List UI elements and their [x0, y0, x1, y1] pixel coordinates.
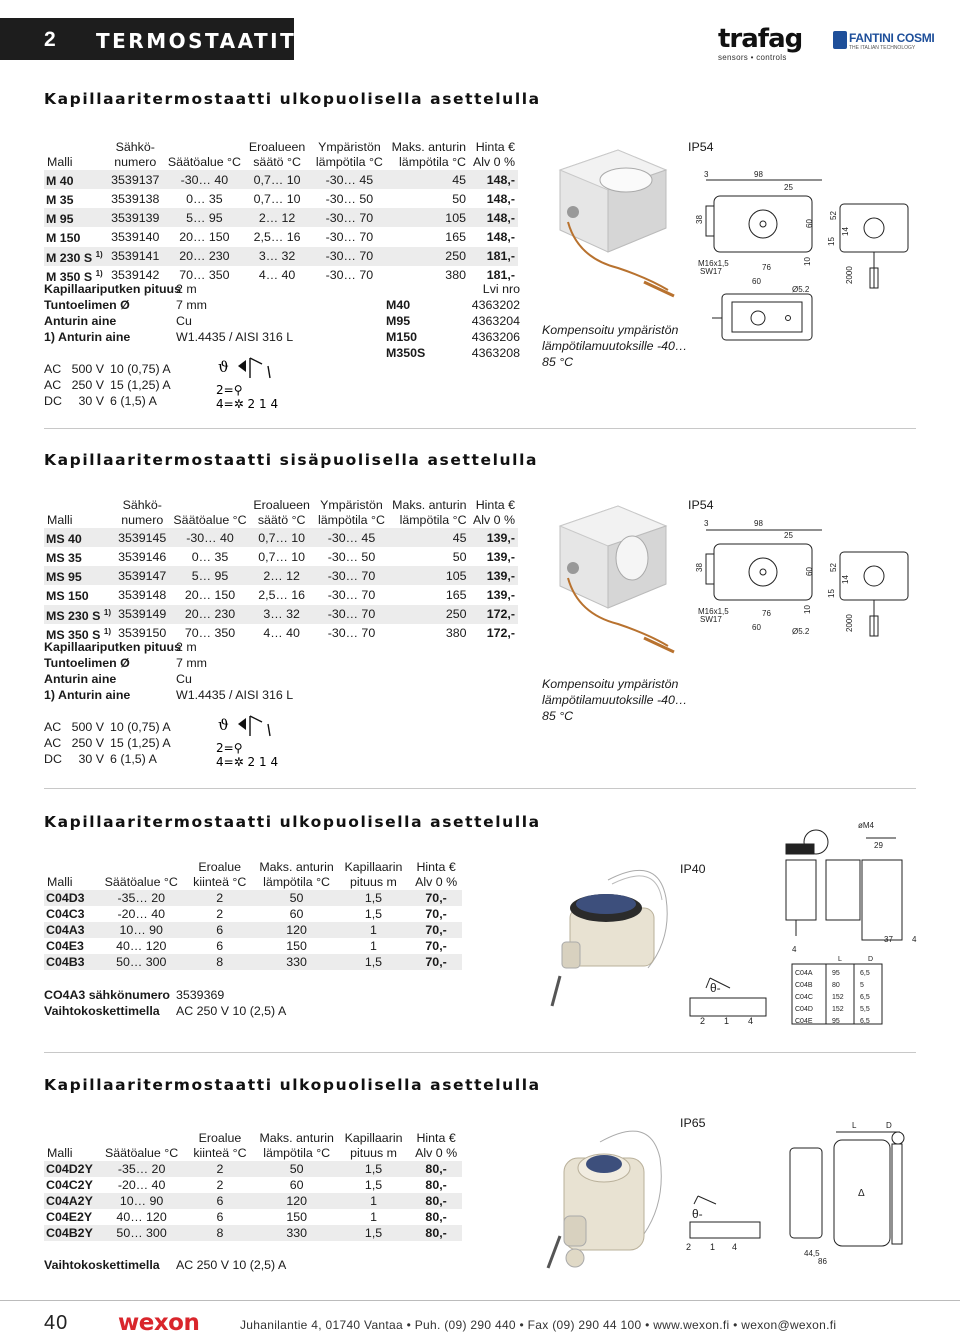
table-row: MS 40 3539145 -30… 40 0,7… 10 -30… 45 45 139,- — [44, 528, 518, 547]
table-row: C04A2Y 10… 90 6 120 1 80,- — [44, 1193, 462, 1209]
table-row: C04E2Y 40… 120 6 150 1 80,- — [46, 1210, 447, 1224]
svg-text:L: L — [852, 1121, 857, 1130]
svg-text:θ-: θ- — [692, 1207, 703, 1221]
spec-row: Vaihtokoskettimella AC 250 V 10 (2,5) A — [44, 1258, 287, 1272]
electrical-row: AC 500 V 10 (0,75) A — [44, 720, 171, 734]
lvi-table — [384, 281, 522, 361]
svg-text:øM4: øM4 — [858, 821, 874, 830]
table-row: C04B2Y 50… 300 8 330 1,5 80,- — [44, 1225, 462, 1241]
table-row: C04B3 50… 300 8 330 1,5 70,- — [44, 954, 462, 970]
svg-text:6,5: 6,5 — [860, 1018, 870, 1025]
svg-text:86: 86 — [818, 1257, 827, 1266]
trafag-logo-tagline: sensors • controls — [718, 53, 787, 62]
svg-text:SW17: SW17 — [700, 267, 722, 276]
svg-text:C04B: C04B — [795, 982, 813, 989]
svg-text:4: 4 — [792, 945, 797, 954]
svg-text:3: 3 — [704, 519, 709, 528]
svg-text:60: 60 — [752, 277, 761, 286]
section-title-4: Kapillaaritermostaatti ulkopuolisella asettelulla — [44, 1076, 541, 1094]
svg-text:2: 2 — [700, 1016, 706, 1026]
table-header-row: Malli Säätöalue °C kiinteä °C lämpötila °C pituus m Alv 0 % — [47, 875, 458, 889]
product-table-4 — [44, 1131, 462, 1241]
svg-text:95: 95 — [832, 970, 840, 977]
spec-block-1 — [44, 281, 293, 345]
svg-text:60: 60 — [805, 567, 814, 576]
svg-text:4=✲ 2 1 4: 4=✲ 2 1 4 — [216, 755, 279, 769]
svg-text:2000: 2000 — [845, 266, 854, 284]
svg-text:C04C: C04C — [795, 994, 813, 1001]
spec-row: 1) Anturin aine W1.4435 / AISI 316 L — [44, 330, 294, 344]
svg-text:2000: 2000 — [845, 614, 854, 632]
svg-text:37: 37 — [884, 935, 893, 944]
table-header-row: Eroalue Maks. anturin Kapillaarin Hinta € — [198, 860, 456, 874]
lvi-row: M95 4363204 — [386, 314, 520, 328]
lvi-row: M150 4363206 — [386, 330, 520, 344]
product-photo-2 — [548, 496, 678, 656]
chapter-number: 2 — [44, 28, 56, 51]
table-header-row: Eroalue Maks. anturin Kapillaarin Hinta € — [198, 1131, 456, 1145]
section-divider — [44, 1052, 916, 1053]
svg-text:SW17: SW17 — [700, 615, 722, 624]
ip-rating-3: IP40 — [680, 862, 706, 876]
svg-text:52: 52 — [829, 563, 838, 572]
fantini-cosmi-mark-icon — [833, 31, 847, 49]
chapter-title: TERMOSTAATIT — [96, 29, 297, 53]
svg-text:M16x1,5: M16x1,5 — [698, 259, 729, 268]
svg-text:98: 98 — [754, 519, 763, 528]
section-title-1: Kapillaaritermostaatti ulkopuolisella asettelulla — [44, 90, 541, 108]
svg-text:ϑ: ϑ — [218, 716, 229, 734]
table-row: M 350 S $^{1)}$ 3539142 70… 350 4… 40 -30… 70 380 181,- — [46, 268, 515, 284]
table-row: MS 35 3539146 0… 35 0,7… 10 -30… 50 50 139,- — [46, 549, 515, 566]
svg-text:25: 25 — [784, 531, 793, 540]
svg-text:14: 14 — [841, 227, 850, 236]
svg-text:80: 80 — [832, 982, 840, 989]
ip-rating-4: IP65 — [680, 1116, 706, 1130]
svg-text:98: 98 — [754, 170, 763, 179]
dimension-drawing-3 — [686, 818, 920, 1030]
table-header-row: Sähkö- Eroalueen Ympäristön Maks. anturin Hinta € — [122, 498, 515, 512]
spec-row: CO4A3 sähkönumero 3539369 — [44, 988, 225, 1002]
footer-contact-info: Juhanilantie 4, 01740 Vantaa • Puh. (09) 290 440 • Fax (09) 290 44 100 • www.wexon.fi • wexon@wexon.fi — [240, 1318, 837, 1332]
svg-text:4: 4 — [748, 1016, 754, 1026]
spec-row: Kapillaariputken pituus2 m — [44, 282, 197, 296]
svg-text:152: 152 — [832, 1006, 844, 1013]
table-row: M 40 3539137 -30… 40 0,7… 10 -30… 45 45 148,- — [44, 170, 518, 189]
product-table-1 — [44, 140, 518, 285]
table-row: M 230 S $^{1)}$ 3539141 20… 230 3… 32 -30… 70 250 181,- — [44, 247, 518, 266]
wexon-logo: wexon — [118, 1310, 200, 1335]
table-row: C04D3 -35… 20 2 50 1,5 70,- — [44, 890, 462, 906]
dimension-drawing-1 — [692, 160, 920, 370]
svg-text:3: 3 — [704, 170, 709, 179]
lvi-row: M350S 4363208 — [386, 346, 520, 360]
svg-text:5,5: 5,5 — [860, 1006, 870, 1013]
table-row: C04E3 40… 120 6 150 1 70,- — [46, 939, 447, 953]
svg-text:D: D — [868, 956, 874, 963]
spec-row: Anturin aine Cu — [44, 314, 192, 328]
svg-text:4: 4 — [912, 935, 917, 944]
trafag-logo — [718, 24, 803, 62]
spec-row: 1) Anturin aine W1.4435 / AISI 316 L — [44, 688, 294, 702]
table-row: C04D2Y -35… 20 2 50 1,5 80,- — [44, 1161, 462, 1177]
svg-text:15: 15 — [827, 589, 836, 598]
electrical-row: DC 30 V 6 (1,5) A — [44, 394, 157, 408]
section-title-3: Kapillaaritermostaatti ulkopuolisella asettelulla — [44, 813, 541, 831]
spec-row: Kapillaariputken pituus2 m — [44, 640, 197, 654]
table-row: C04A3 10… 90 6 120 1 70,- — [44, 922, 462, 938]
svg-text:C04E: C04E — [795, 1018, 813, 1025]
svg-text:10: 10 — [803, 257, 812, 266]
compensation-note-1: Kompensoitu ympäristön lämpötilamuutoksille -40… 85 °C — [542, 323, 688, 369]
svg-text:60: 60 — [805, 219, 814, 228]
svg-text:ϑ: ϑ — [218, 358, 229, 376]
product-table-2 — [44, 498, 518, 643]
electrical-row: AC 500 V 10 (0,75) A — [44, 362, 171, 376]
fantini-cosmi-name: FANTINI COSMI — [849, 31, 935, 45]
svg-text:2=⚲: 2=⚲ — [216, 383, 243, 397]
lvi-row: M40 4363202 — [386, 298, 520, 312]
svg-text:95: 95 — [832, 1018, 840, 1025]
svg-text:60: 60 — [752, 623, 761, 632]
svg-text:10: 10 — [803, 605, 812, 614]
svg-text:4=✲ 2 1 4: 4=✲ 2 1 4 — [216, 397, 279, 411]
product-photo-3 — [548, 858, 673, 1008]
svg-text:D: D — [886, 1121, 892, 1130]
svg-text:2=⚲: 2=⚲ — [216, 741, 243, 755]
spec-row: Tuntoelimen Ø 7 mm — [44, 298, 207, 312]
wiring-symbol-icon — [212, 354, 292, 412]
extra-info-4 — [44, 1257, 286, 1273]
svg-text:38: 38 — [695, 563, 704, 572]
svg-text:Ø5.2: Ø5.2 — [792, 285, 810, 294]
dimension-drawing-2 — [692, 516, 920, 650]
svg-text:L: L — [838, 956, 842, 963]
extra-info-3 — [44, 987, 286, 1019]
product-photo-1 — [548, 140, 678, 300]
svg-text:1: 1 — [724, 1016, 730, 1026]
electrical-row: AC 250 V 15 (1,25) A — [44, 736, 171, 750]
table-row: M 35 3539138 0… 35 0,7… 10 -30… 50 50 148,- — [46, 191, 515, 208]
footer-divider — [0, 1300, 960, 1301]
svg-text:76: 76 — [762, 609, 771, 618]
dimension-table — [795, 970, 870, 1025]
trafag-logo-name: trafag — [718, 24, 803, 54]
ip-rating-2: IP54 — [688, 498, 714, 512]
svg-text:5: 5 — [860, 982, 864, 989]
svg-text:C04A: C04A — [795, 970, 813, 977]
svg-text:4: 4 — [732, 1242, 738, 1252]
section-divider — [44, 788, 916, 789]
table-header-row: Malli numero Säätöalue °C säätö °C lämpötila °C lämpötila °C Alv 0 % — [47, 513, 515, 527]
table-row: MS 150 3539148 20… 150 2,5… 16 -30… 70 165 139,- — [46, 587, 515, 604]
spec-row: Vaihtokoskettimella AC 250 V 10 (2,5) A — [44, 1004, 287, 1018]
fantini-cosmi-logo — [833, 31, 935, 51]
table-row: MS 95 3539147 5… 95 2… 12 -30… 70 105 139,- — [44, 566, 518, 585]
table-row: M 150 3539140 20… 150 2,5… 16 -30… 70 165 148,- — [46, 229, 515, 246]
svg-text:θ-: θ- — [710, 981, 721, 995]
svg-text:152: 152 — [832, 994, 844, 1001]
lvi-header: Lvi nro — [482, 282, 520, 296]
svg-text:6,5: 6,5 — [860, 994, 870, 1001]
wiring-symbol-icon — [212, 712, 292, 770]
table-row: M 95 3539139 5… 95 2… 12 -30… 70 105 148,- — [44, 208, 518, 227]
dimension-drawing-4 — [686, 1118, 920, 1266]
svg-text:14: 14 — [841, 575, 850, 584]
electrical-row: AC 250 V 15 (1,25) A — [44, 378, 171, 392]
svg-text:38: 38 — [695, 215, 704, 224]
svg-text:15: 15 — [827, 237, 836, 246]
svg-text:6,5: 6,5 — [860, 970, 870, 977]
spec-row: Anturin aine Cu — [44, 672, 192, 686]
product-photo-4 — [540, 1118, 670, 1274]
svg-text:1: 1 — [710, 1242, 716, 1252]
spec-block-2 — [44, 639, 293, 703]
page-number: 40 — [44, 1312, 69, 1334]
section-divider — [44, 428, 916, 429]
svg-text:76: 76 — [762, 263, 771, 272]
electrical-ratings-1 — [44, 361, 171, 409]
svg-text:Ø5.2: Ø5.2 — [792, 627, 810, 636]
svg-text:44,5: 44,5 — [804, 1249, 820, 1258]
compensation-note-2: Kompensoitu ympäristön lämpötilamuutoksille -40… 85 °C — [542, 677, 688, 723]
svg-text:2: 2 — [686, 1242, 692, 1252]
svg-text:C04D: C04D — [795, 1006, 813, 1013]
table-header-row: Malli numero Säätöalue °C säätö °C lämpötila °C lämpötila °C Alv 0 % — [47, 155, 515, 169]
spec-row: Tuntoelimen Ø 7 mm — [44, 656, 207, 670]
svg-text:52: 52 — [829, 211, 838, 220]
svg-text:Δ: Δ — [858, 1188, 865, 1199]
table-row: C04C2Y -20… 40 2 60 1,5 80,- — [46, 1178, 447, 1192]
svg-text:M16x1,5: M16x1,5 — [698, 607, 729, 616]
svg-text:29: 29 — [874, 841, 883, 850]
table-header-row: Sähkö- Eroalueen Ympäristön Maks. anturin Hinta € — [115, 140, 515, 154]
table-header-row: Malli Säätöalue °C kiinteä °C lämpötila °C pituus m Alv 0 % — [47, 1146, 458, 1160]
ip-rating-1: IP54 — [688, 140, 714, 154]
table-row: C04C3 -20… 40 2 60 1,5 70,- — [46, 907, 447, 921]
table-row: MS 350 S $^{1)}$ 3539150 70… 350 4… 40 -30… 70 380 172,- — [46, 626, 515, 642]
table-row: MS 230 S $^{1)}$ 3539149 20… 230 3… 32 -30… 70 250 172,- — [44, 605, 518, 624]
svg-text:25: 25 — [784, 183, 793, 192]
electrical-ratings-2 — [44, 719, 171, 767]
product-table-3 — [44, 860, 462, 970]
fantini-cosmi-tagline: THE ITALIAN TECHNOLOGY — [849, 45, 916, 51]
electrical-row: DC 30 V 6 (1,5) A — [44, 752, 157, 766]
section-title-2: Kapillaaritermostaatti sisäpuolisella asettelulla — [44, 451, 539, 469]
